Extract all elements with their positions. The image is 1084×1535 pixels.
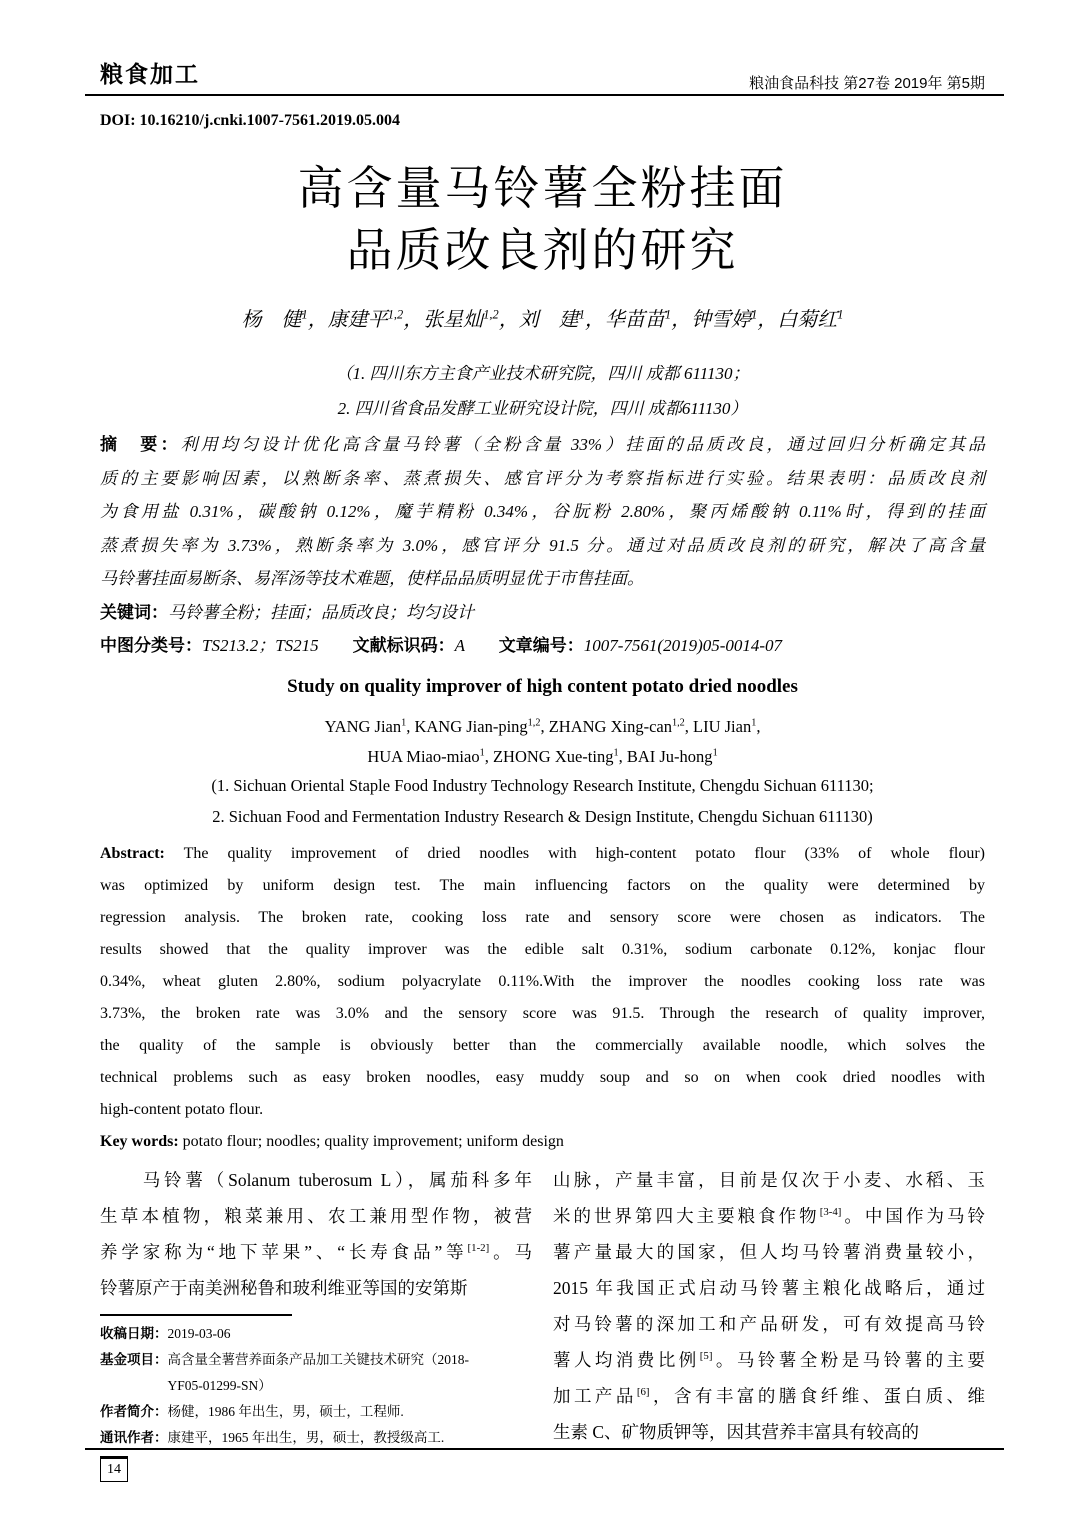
authors-cn: 杨 健$^1$，康建平$^{1,2}$，张星灿$^{1,2}$，刘 建$^1$，华苗苗$^1$，钟雪婷$^1$，白菊红$^1$ [241,307,844,331]
abstract-en [100,838,985,1126]
doi-line: DOI: 10.16210/j.cnki.1007-7561.2019.05.004 [100,112,400,129]
text-line: regression analysis. The broken rate, cooking loss rate and sensory score were chosen as indicators. The [100,909,985,926]
text-line: 摘 要：利用均匀设计优化高含量马铃薯（全粉含量 33%）挂面的品质改良，通过回归分析确定其品 [100,435,986,454]
text-line: 加工产品[6]，含有丰富的膳食纤维、蛋白质、维 [553,1386,986,1406]
body-left-text [100,1162,532,1306]
header-divider [85,94,1004,96]
text-line: 作者简介：杨健，1986 年出生，男，硕士，工程师. [100,1404,404,1419]
text-line: 高含量马铃薯全粉挂面 [297,163,788,214]
text-line: high-content potato flour. [100,1101,264,1118]
text-line: 收稿日期：2019-03-06 [100,1326,231,1341]
text-line: 山脉，产量丰富，目前是仅次于小麦、水稻、玉 [553,1170,985,1190]
authors-en [100,712,985,772]
text-line: 生草本植物，粮菜兼用、农工兼用型作物，被营 [100,1206,532,1226]
text-line: 对马铃薯的深加工和产品研发，可有效提高马铃 [553,1314,985,1334]
text-line: 2015 年我国正式启动马铃薯主粮化战略后，通过 [553,1278,985,1298]
text-line: 0.34%, wheat gluten 2.80%, sodium polyacrylate 0.11%.With the improver the noodles cooking loss rate was [100,973,985,990]
body-left-column [100,1162,532,1451]
page-number: 14 [100,1456,128,1482]
text-line: the quality of the sample is obviously better than the commercially available noodle, which solves the [100,1037,985,1054]
journal-issue-info: 粮油食品科技 第27卷 2019年 第5期 [749,75,985,92]
text-line: 质的主要影响因素，以熟断条率、蒸煮损失、感官评分为考察指标进行实验。结果表明：品质改良剂 [100,468,985,488]
affiliations-cn [100,356,985,426]
text-line: YANG Jian$^1$, KANG Jian-ping$^{1,2}$, ZHANG Xing-can$^{1,2}$, LIU Jian$^1$, [324,717,761,736]
footnote-divider [100,1314,292,1316]
text-line: 为食用盐 0.31%，碳酸钠 0.12%，魔芋精粉 0.34%，谷朊粉 2.80%，聚丙烯酸钠 0.11%时，得到的挂面 [100,502,985,521]
text-line: 2. 四川省食品发酵工业研究设计院，四川 成都611130） [337,399,748,418]
footnote [100,1321,532,1451]
text-line: Abstract: The quality improvement of dried noodles with high-content potato flour (33% of whole flour) [100,845,985,862]
text-line: 生素 C、矿物质钾等，因其营养丰富具有较高的 [553,1422,920,1442]
text-line: 薯人均消费比例[5]。马铃薯全粉是马铃薯的主要 [553,1350,986,1370]
body-right-text [553,1162,985,1450]
text-line: YF05-01299-SN） [100,1378,272,1393]
text-line: 2. Sichuan Food and Fermentation Industry Research & Design Institute, Chengdu Sichuan 611130) [212,807,873,826]
text-line: results showed that the quality improver was the edible salt 0.31%, sodium carbonate 0.12%, konjac flour [100,941,985,958]
abstract-cn [100,428,985,596]
keywords-en: Key words: potato flour; noodles; quality improvement; uniform design [100,1133,564,1150]
text-line: (1. Sichuan Oriental Staple Food Industry Technology Research Institute, Chengdu Sichuan 611130; [211,776,874,795]
body-right-column [553,1162,985,1450]
text-line: （1. 四川东方主食产业技术研究院，四川 成都 611130； [335,364,750,383]
text-line: 通讯作者：康建平，1965 年出生，男，硕士，教授级高工. [100,1430,445,1445]
footer-divider [85,1448,1004,1450]
paper-title-en: Study on quality improver of high content potato dried noodles [287,676,798,697]
abstract-block-en [100,838,985,1158]
text-line: HUA Miao-miao$^1$, ZHONG Xue-ting$^1$, BAI Ju-hong$^1$ [367,747,718,766]
abstract-block-cn [100,428,985,663]
text-line: 铃薯原产于南美洲秘鲁和玻利维亚等国的安第斯 [100,1278,468,1298]
text-line: technical problems such as easy broken noodles, easy muddy soup and so on when cook dried noodles with [100,1069,985,1086]
affiliations-en [100,770,985,832]
journal-section-title: 粮食加工 [100,61,200,87]
text-line: 马铃薯挂面易断条、易浑汤等技术难题，使样品品质明显优于市售挂面。 [100,569,644,588]
text-line: 品质改良剂的研究 [346,225,739,276]
text-line: 蒸煮损失率为 3.73%，熟断条率为 3.0%，感官评分 91.5 分。通过对品质改良剂的研究，解决了高含量 [100,535,985,555]
text-line: was optimized by uniform design test. The main influencing factors on the quality were determined by [100,877,985,894]
text-line: 养学家称为“地下苹果”、“长寿食品”等[1-2]。马 [100,1242,533,1262]
keywords-cn: 关键词：马铃薯全粉；挂面；品质改良；均匀设计 [100,602,474,622]
text-line: 马铃薯（Solanum tuberosum L），属茄科多年 [100,1170,532,1190]
text-line: 薯产量最大的国家，但人均马铃薯消费量较小， [553,1242,985,1262]
paper-title-cn [100,158,985,282]
text-line: 米的世界第四大主要粮食作物[3-4]。中国作为马铃 [553,1206,985,1226]
text-line: 基金项目：高含量全薯营养面条产品加工关键技术研究（2018- [100,1352,469,1367]
text-line: 3.73%, the broken rate was 3.0% and the sensory score was 91.5. Through the research of quality improver, [100,1005,985,1022]
clc-number-line: 中图分类号：TS213.2；TS215 文献标识码：A 文章编号：1007-7561(2019)05-0014-07 [100,636,783,655]
